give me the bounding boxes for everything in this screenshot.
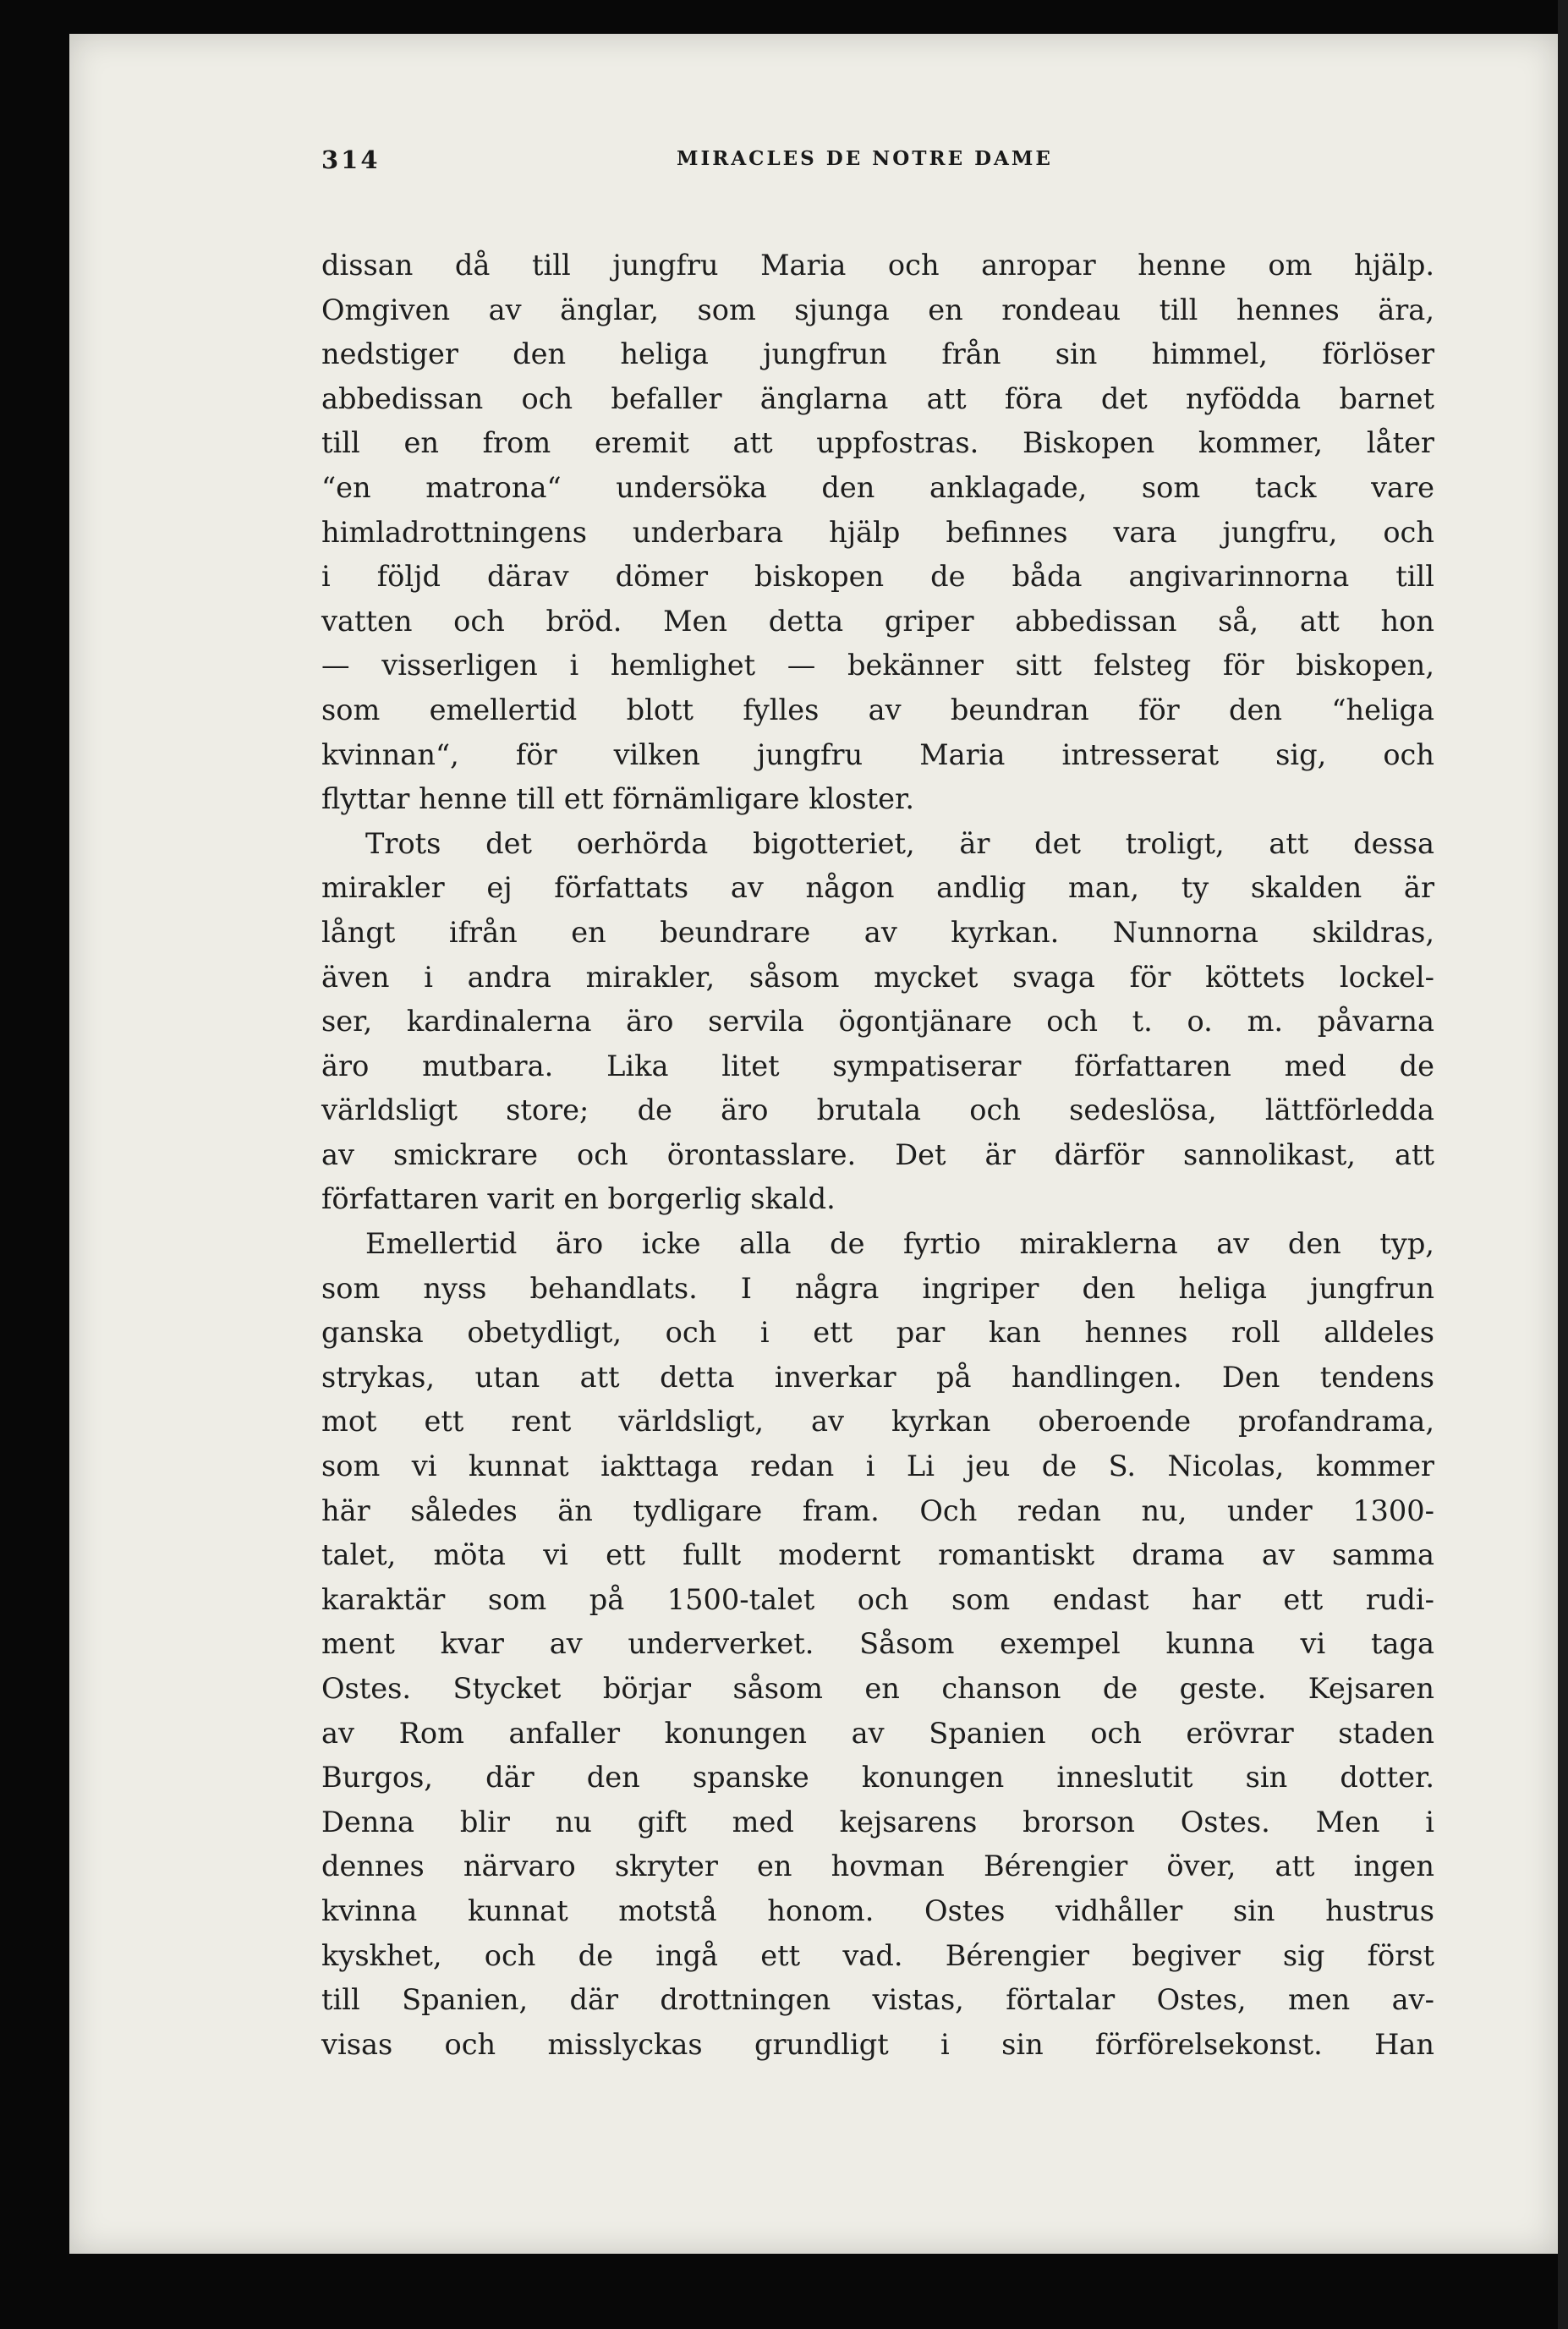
- text-line: “en matrona“ undersöka den anklagade, som tack vare: [321, 470, 1434, 504]
- text-line: till en from eremit att uppfostras. Biskopen kommer, låter: [321, 426, 1434, 460]
- text-line: — visserligen i hemlighet — bekänner sitt felsteg för biskopen,: [321, 649, 1434, 682]
- running-title: MIRACLES DE NOTRE DAME: [677, 147, 1053, 170]
- text-line: nedstiger den heliga jungfrun från sin himmel, förlöser: [321, 337, 1434, 371]
- text-line: världsligt store; de äro brutala och sedeslösa, lättförledda: [321, 1093, 1434, 1127]
- text-line: som emellertid blott fylles av beundran för den “heliga: [321, 693, 1434, 726]
- text-line: ser, kardinalerna äro servila ögontjänare och t. o. m. påvarna: [321, 1005, 1434, 1038]
- text-line: himladrottningens underbara hjälp befinnes vara jungfru, och: [321, 515, 1434, 549]
- text-line: av Rom anfaller konungen av Spanien och erövrar staden: [321, 1716, 1434, 1750]
- text-line: abbedissan och befaller änglarna att föra det nyfödda barnet: [321, 381, 1434, 415]
- text-line: visas och misslyckas grundligt i sin förförelsekonst. Han: [321, 2027, 1434, 2061]
- page-number: 314: [321, 145, 381, 174]
- text-line: Ostes. Stycket börjar såsom en chanson de geste. Kejsaren: [321, 1672, 1434, 1705]
- text-line: äro mutbara. Lika litet sympatiserar författaren med de: [321, 1049, 1434, 1082]
- text-line: Burgos, där den spanske konungen inneslutit sin dotter.: [321, 1761, 1434, 1795]
- text-line: flyttar henne till ett förnämligare kloster.: [321, 782, 915, 816]
- text-line: författaren varit en borgerlig skald.: [321, 1182, 836, 1216]
- text-line: här således än tydligare fram. Och redan nu, under 1300-: [321, 1493, 1434, 1527]
- text-line: till Spanien, där drottningen vistas, förtalar Ostes, men av-: [321, 1983, 1434, 2017]
- text-line: kyskhet, och de ingå ett vad. Bérengier begiver sig först: [321, 1938, 1434, 1972]
- paragraph-first-line: Emellertid äro icke alla de fyrtio miraklerna av den typ,: [365, 1227, 1434, 1261]
- text-line: kvinna kunnat motstå honom. Ostes vidhåller sin hustrus: [321, 1893, 1434, 1927]
- text-line: som vi kunnat iakttaga redan i Li jeu de S. Nicolas, kommer: [321, 1449, 1434, 1483]
- text-line: karaktär som på 1500-talet och som endast har ett rudi-: [321, 1582, 1434, 1616]
- running-header: [321, 145, 1429, 196]
- text-line: talet, möta vi ett fullt modernt romantiskt drama av samma: [321, 1538, 1434, 1572]
- text-line: som nyss behandlats. I några ingriper den heliga jungfrun: [321, 1271, 1434, 1305]
- text-line: ganska obetydligt, och i ett par kan hennes roll alldeles: [321, 1316, 1434, 1350]
- text-line: långt ifrån en beundrare av kyrkan. Nunnorna skildras,: [321, 915, 1434, 949]
- text-line: mirakler ej författats av någon andlig man, ty skalden är: [321, 871, 1434, 905]
- text-line: ment kvar av underverket. Såsom exempel kunna vi taga: [321, 1627, 1434, 1661]
- text-line: av smickrare och örontasslare. Det är därför sannolikast, att: [321, 1137, 1434, 1171]
- text-line: mot ett rent världsligt, av kyrkan oberoende profandrama,: [321, 1405, 1434, 1438]
- text-line: även i andra mirakler, såsom mycket svaga för köttets lockel-: [321, 960, 1434, 994]
- scan-edge: [1558, 0, 1568, 2329]
- text-line: Omgiven av änglar, som sjunga en rondeau till hennes ära,: [321, 293, 1434, 326]
- text-line: strykas, utan att detta inverkar på handlingen. Den tendens: [321, 1360, 1434, 1394]
- paragraph-first-line: Trots det oerhörda bigotteriet, är det troligt, att dessa: [365, 826, 1434, 860]
- text-line: i följd därav dömer biskopen de båda angivarinnorna till: [321, 560, 1434, 594]
- text-line: kvinnan“, för vilken jungfru Maria intresserat sig, och: [321, 737, 1434, 771]
- text-line: Denna blir nu gift med kejsarens brorson Ostes. Men i: [321, 1805, 1434, 1839]
- body-text: [321, 244, 1434, 2067]
- text-line: vatten och bröd. Men detta griper abbedissan så, att hon: [321, 604, 1434, 638]
- text-line: dissan då till jungfru Maria och anropar henne om hjälp.: [321, 249, 1434, 282]
- text-line: dennes närvaro skryter en hovman Bérengier över, att ingen: [321, 1850, 1434, 1883]
